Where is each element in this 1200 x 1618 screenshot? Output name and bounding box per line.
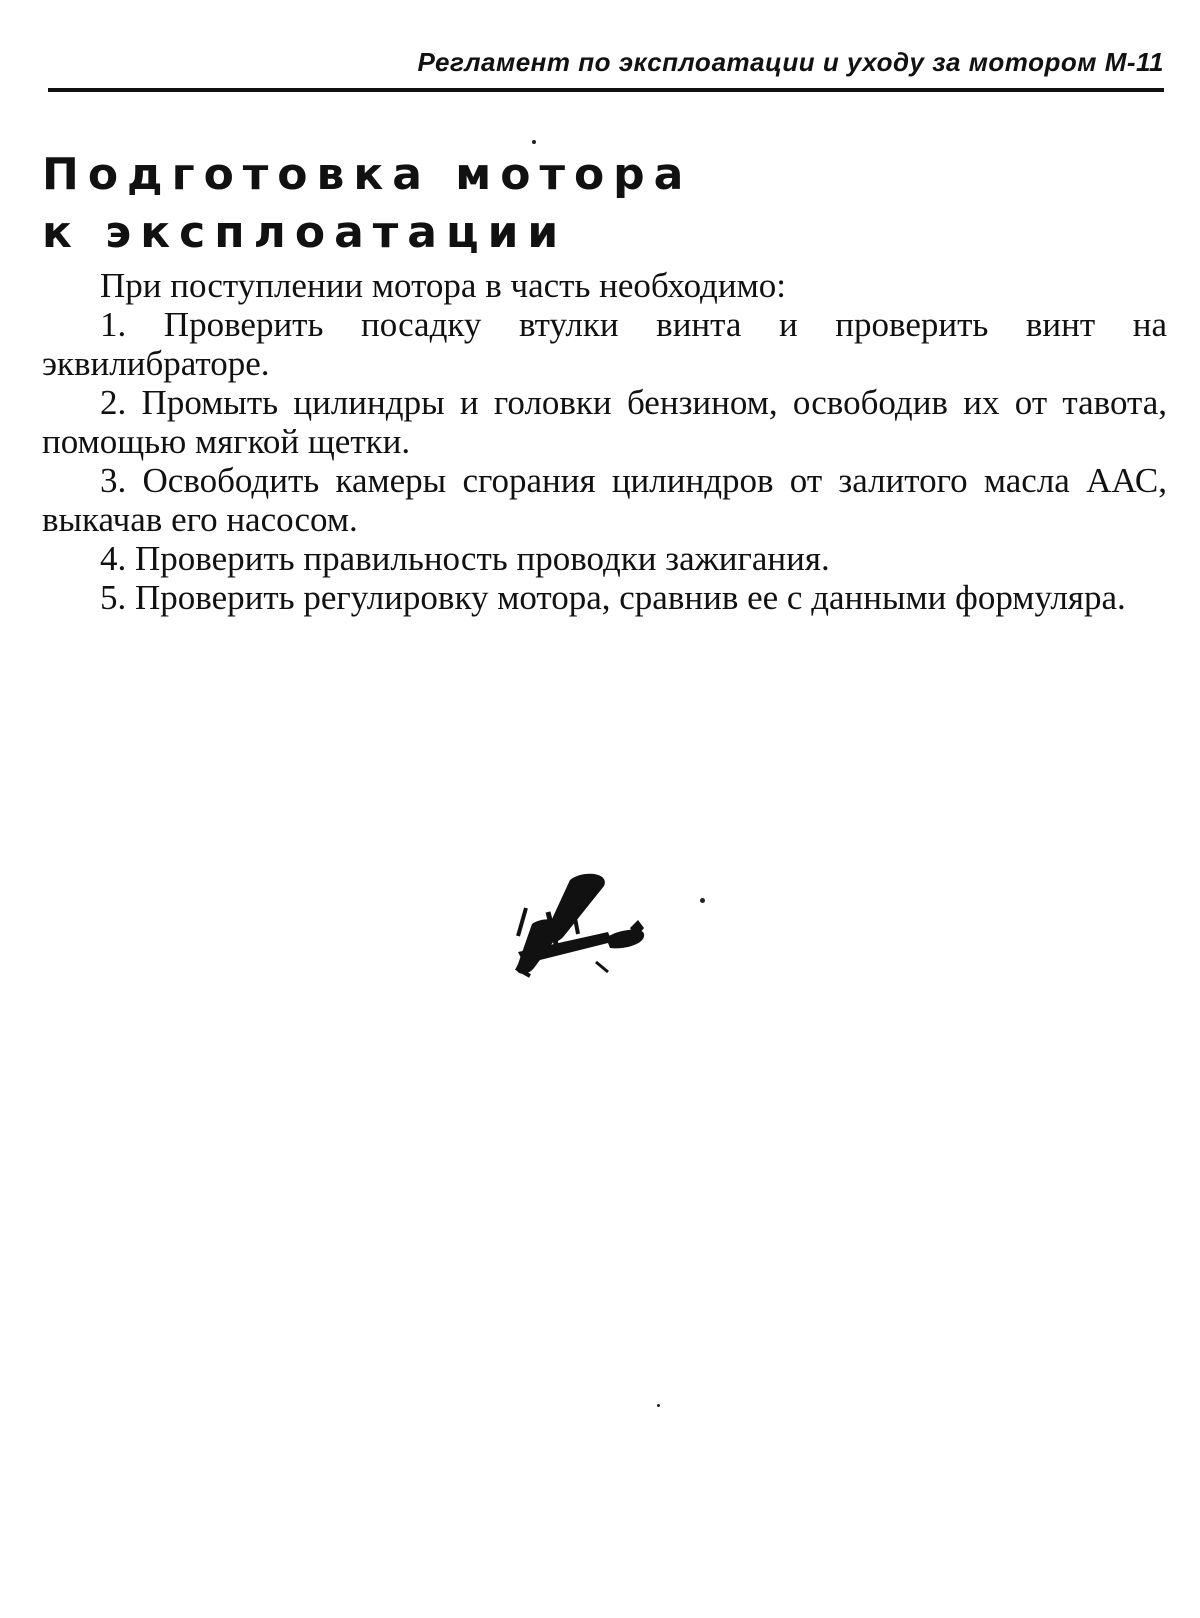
section-title-line-1: Подготовка мотора: [42, 149, 693, 200]
running-header: Регламент по эксплоатации и уходу за мотором М-11: [48, 44, 1164, 92]
intro-paragraph: При поступлении мотора в часть необходимо:: [100, 266, 786, 305]
list-item: 4. Проверить правильность проводки зажигания.: [100, 539, 830, 578]
print-speck: [657, 1404, 660, 1407]
list-item: 1. Проверить посадку втулки винта и проверить винт на эквилибраторе.: [42, 305, 1167, 383]
list-item: 2. Промыть цилиндры и головки бензином, освободив их от тавота, помощью мягкой щетки.: [42, 383, 1167, 461]
list-item: 3. Освободить камеры сгорания цилиндров от залитого масла ААС, выкачав его насосом.: [42, 461, 1167, 539]
biplane-icon: [512, 872, 652, 984]
list-item: 5. Проверить регулировку мотора, сравнив ее с данными формуляра.: [100, 578, 1126, 617]
section-title-line-2: к эксплоатации: [42, 207, 568, 258]
body-text: [42, 266, 1167, 617]
print-speck: [700, 898, 705, 903]
print-speck: [532, 140, 536, 144]
section-title: [42, 146, 692, 262]
